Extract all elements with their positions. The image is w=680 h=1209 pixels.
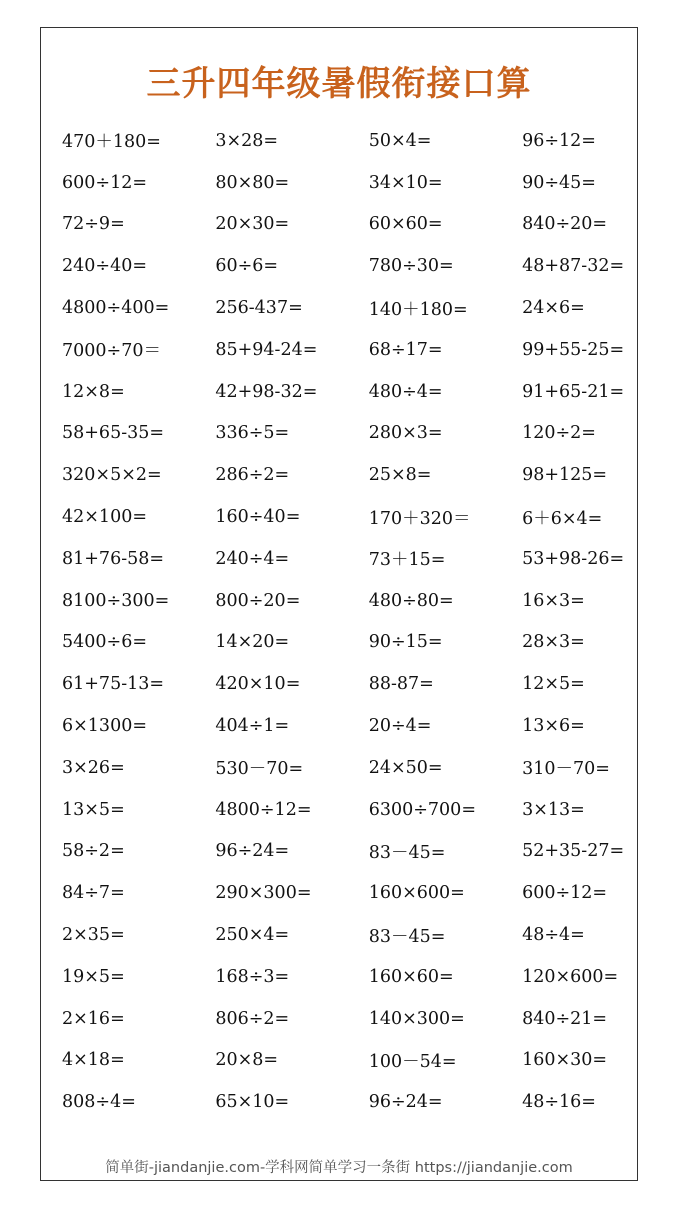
problem-row <box>62 998 632 1040</box>
problem-cell: 58÷2= <box>62 841 125 862</box>
problem-cell: 12×5= <box>522 674 585 695</box>
problem-cell: 90÷45= <box>522 172 596 193</box>
problem-cell: 840÷20= <box>522 214 608 235</box>
problem-cell: 65×10= <box>215 1092 290 1113</box>
problem-row <box>62 162 632 204</box>
problem-cell: 83－45= <box>368 926 446 947</box>
problem-cell: 48÷16= <box>522 1092 596 1113</box>
problem-cell: 20×30= <box>215 214 290 235</box>
problem-cell: 4×18= <box>62 1050 125 1071</box>
problem-cell: 140×300= <box>368 1008 465 1029</box>
problem-cell: 480÷80= <box>368 590 454 611</box>
problem-cell: 240÷4= <box>215 548 290 569</box>
problem-cell: 60×60= <box>368 214 443 235</box>
problem-cell: 99+55-25= <box>522 339 625 360</box>
problem-cell: 81+76-58= <box>62 548 165 569</box>
problem-cell: 808÷4= <box>62 1092 136 1113</box>
problem-cell: 600÷12= <box>522 883 608 904</box>
problem-cell: 50×4= <box>368 130 432 151</box>
problem-cell: 28×3= <box>522 632 585 653</box>
problem-row <box>62 747 632 789</box>
problem-cell: 6×1300= <box>62 716 147 737</box>
problem-cell: 160×30= <box>522 1050 608 1071</box>
problem-row <box>62 287 632 329</box>
problem-cell: 34×10= <box>368 172 443 193</box>
problem-cell: 5400÷6= <box>62 632 147 653</box>
problem-cell: 120×600= <box>522 966 619 987</box>
problem-cell: 100－54= <box>368 1051 457 1072</box>
problem-cell: 48÷4= <box>522 925 585 946</box>
problem-cell: 140＋180= <box>368 299 468 320</box>
problem-row <box>62 329 632 371</box>
problem-cell: 85+94-24= <box>215 339 318 360</box>
page-title: 三升四年级暑假衔接口算 <box>146 64 532 104</box>
problem-cell: 68÷17= <box>368 339 443 360</box>
problem-row <box>62 371 632 413</box>
problem-cell: 170＋320＝ <box>368 508 471 529</box>
problem-row <box>62 1081 632 1123</box>
problem-row <box>62 454 632 496</box>
problem-cell: 25×8= <box>368 465 432 486</box>
problem-cell: 310－70= <box>522 759 610 780</box>
problem-cell: 61+75-13= <box>62 674 165 695</box>
problem-row <box>62 120 632 162</box>
problem-cell: 250×4= <box>215 925 290 946</box>
problem-cell: 120÷2= <box>522 423 596 444</box>
problem-row <box>62 663 632 705</box>
problem-cell: 530－70= <box>215 759 304 780</box>
problem-cell: 3×26= <box>62 757 125 778</box>
problem-row <box>62 622 632 664</box>
problem-cell: 4800÷400= <box>62 298 170 319</box>
problem-cell: 48+87-32= <box>522 256 625 277</box>
footer-text: 简单街-jiandanjie.com-学科网简单学习一条街 https://jiandanjie.com <box>105 1160 573 1176</box>
problem-cell: 160×600= <box>368 883 465 904</box>
problem-cell: 4800÷12= <box>215 799 312 820</box>
problem-cell: 96÷24= <box>215 841 290 862</box>
problem-cell: 160÷40= <box>215 507 301 528</box>
problem-cell: 840÷21= <box>522 1008 608 1029</box>
problem-cell: 13×5= <box>62 799 125 820</box>
problem-row <box>62 245 632 287</box>
problem-cell: 290×300= <box>215 883 312 904</box>
problem-cell: 806÷2= <box>215 1008 290 1029</box>
problem-cell: 96÷12= <box>522 130 596 151</box>
problem-row <box>62 580 632 622</box>
problem-cell: 8100÷300= <box>62 590 170 611</box>
problem-cell: 12×8= <box>62 381 125 402</box>
problem-cell: 6300÷700= <box>368 799 476 820</box>
problem-cell: 16×3= <box>522 590 585 611</box>
problem-cell: 73＋15= <box>368 550 446 571</box>
problem-row <box>62 914 632 956</box>
problem-row <box>62 1040 632 1082</box>
problem-cell: 420×10= <box>215 674 301 695</box>
problem-cell: 168÷3= <box>215 966 290 987</box>
problem-cell: 80×80= <box>215 172 290 193</box>
problem-cell: 13×6= <box>522 716 585 737</box>
problem-cell: 72÷9= <box>62 214 125 235</box>
problem-cell: 780÷30= <box>368 256 454 277</box>
problem-row <box>62 705 632 747</box>
problem-cell: 470＋180= <box>62 132 161 153</box>
problem-cell: 88-87= <box>368 674 434 695</box>
problem-cell: 600÷12= <box>62 172 147 193</box>
problem-cell: 20×8= <box>215 1050 279 1071</box>
problem-cell: 2×35= <box>62 925 125 946</box>
problem-cell: 96÷24= <box>368 1092 443 1113</box>
problem-cell: 336÷5= <box>215 423 290 444</box>
problem-cell: 84÷7= <box>62 883 125 904</box>
problem-cell: 42+98-32= <box>215 381 318 402</box>
problem-cell: 160×60= <box>368 966 454 987</box>
problem-cell: 52+35-27= <box>522 841 625 862</box>
problem-cell: 98+125= <box>522 465 608 486</box>
problem-cell: 83－45= <box>368 842 446 863</box>
problem-cell: 91+65-21= <box>522 381 625 402</box>
problem-cell: 24×50= <box>368 757 443 778</box>
problem-cell: 60÷6= <box>215 256 279 277</box>
problem-cell: 240÷40= <box>62 256 147 277</box>
problem-cell: 20÷4= <box>368 716 432 737</box>
problem-cell: 90÷15= <box>368 632 443 653</box>
problem-cell: 6＋6×4= <box>522 508 603 529</box>
problem-cell: 19×5= <box>62 966 125 987</box>
problem-grid <box>62 120 632 1123</box>
problem-row <box>62 956 632 998</box>
problem-cell: 256-437= <box>215 298 303 319</box>
problem-cell: 53+98-26= <box>522 548 625 569</box>
problem-row <box>62 413 632 455</box>
problem-cell: 58+65-35= <box>62 423 165 444</box>
problem-cell: 2×16= <box>62 1008 125 1029</box>
problem-cell: 404÷1= <box>215 716 290 737</box>
problem-cell: 3×28= <box>215 130 279 151</box>
problem-cell: 7000÷70＝ <box>62 341 161 362</box>
problem-row <box>62 789 632 831</box>
problem-row <box>62 496 632 538</box>
problem-cell: 480÷4= <box>368 381 443 402</box>
problem-cell: 3×13= <box>522 799 585 820</box>
problem-row <box>62 831 632 873</box>
worksheet-page <box>40 27 638 1181</box>
problem-cell: 14×20= <box>215 632 290 653</box>
problem-row <box>62 204 632 246</box>
problem-cell: 280×3= <box>368 423 443 444</box>
problem-cell: 286÷2= <box>215 465 290 486</box>
problem-cell: 24×6= <box>522 298 585 319</box>
problem-cell: 320×5×2= <box>62 465 162 486</box>
problem-cell: 800÷20= <box>215 590 301 611</box>
problem-row <box>62 872 632 914</box>
problem-row <box>62 538 632 580</box>
problem-cell: 42×100= <box>62 507 147 528</box>
